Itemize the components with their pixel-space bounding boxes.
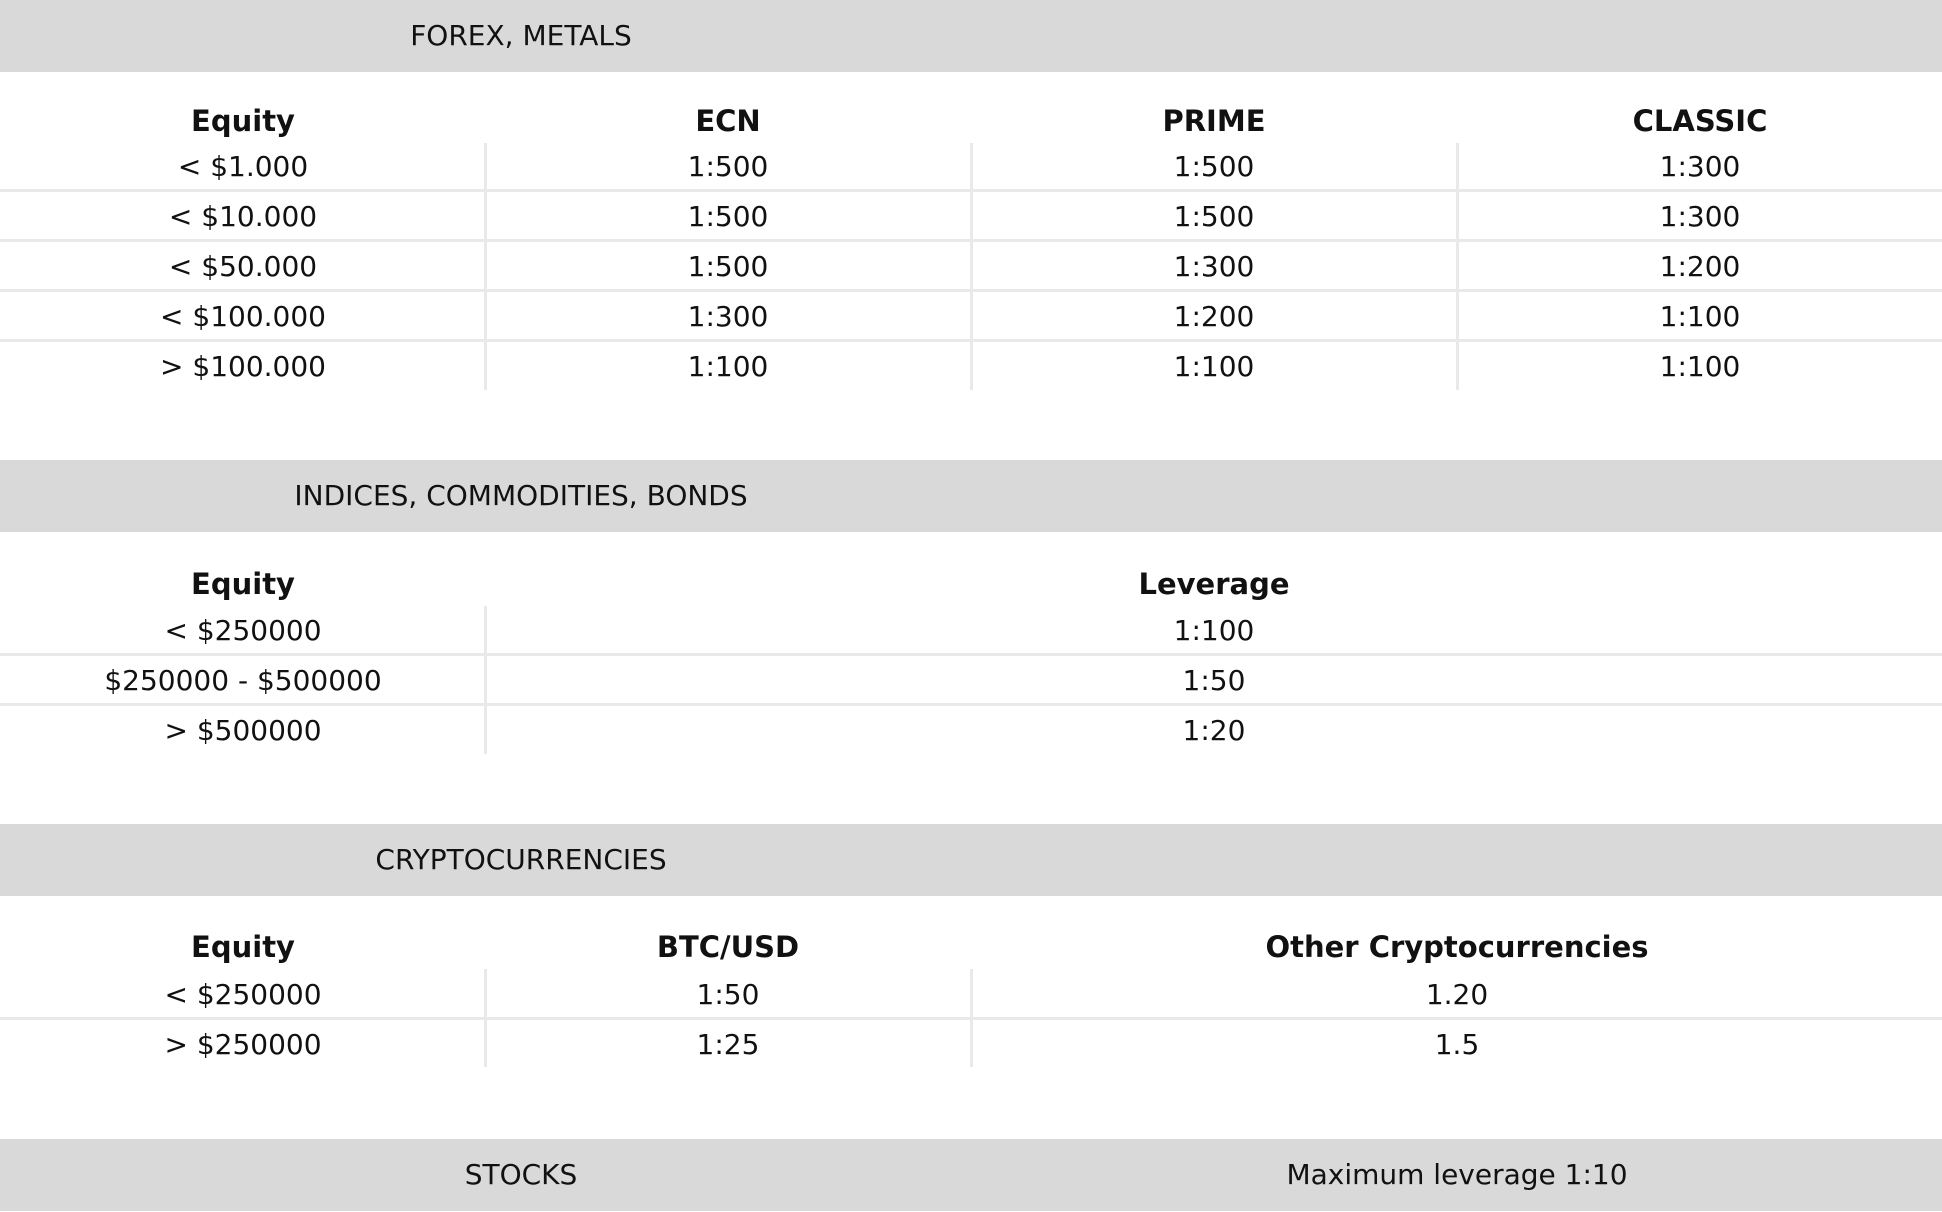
column-header-prime: PRIME: [1162, 104, 1266, 138]
section-header-stocks: [0, 1139, 1942, 1211]
equity-cell: $250000 - $500000: [104, 664, 382, 697]
prime-cell: 1:200: [1173, 300, 1255, 333]
classic-cell: 1:100: [1659, 300, 1741, 333]
column-header-equity: Equity: [191, 104, 295, 138]
column-divider: [1456, 143, 1459, 390]
ecn-cell: 1:100: [687, 350, 769, 383]
column-header-classic: CLASSIC: [1632, 104, 1768, 138]
section-title: STOCKS: [464, 1158, 578, 1191]
prime-cell: 1:500: [1173, 150, 1255, 183]
equity-cell: < $250000: [164, 614, 322, 647]
section-header-forex: [0, 0, 1942, 72]
equity-cell: > $100.000: [160, 350, 326, 383]
classic-cell: 1:200: [1659, 250, 1741, 283]
prime-cell: 1:300: [1173, 250, 1255, 283]
classic-cell: 1:100: [1659, 350, 1741, 383]
column-divider: [970, 143, 973, 390]
ecn-cell: 1:500: [687, 150, 769, 183]
section-title: INDICES, COMMODITIES, BONDS: [294, 479, 748, 512]
btc-usd-cell: 1:25: [696, 1028, 760, 1061]
leverage-cell: 1:20: [1182, 714, 1246, 747]
equity-cell: > $500000: [164, 714, 322, 747]
column-header-equity: Equity: [191, 930, 295, 964]
section-title: FOREX, METALS: [410, 19, 632, 52]
column-header-ecn: ECN: [695, 104, 761, 138]
section-header-crypto: [0, 824, 1942, 896]
column-header-btc-usd: BTC/USD: [656, 930, 800, 964]
ecn-cell: 1:300: [687, 300, 769, 333]
column-header-other-crypto: Other Cryptocurrencies: [1265, 930, 1649, 964]
prime-cell: 1:100: [1173, 350, 1255, 383]
ecn-cell: 1:500: [687, 200, 769, 233]
leverage-cell: 1:100: [1173, 614, 1255, 647]
ecn-cell: 1:500: [687, 250, 769, 283]
column-divider: [484, 606, 487, 754]
section-header-indices: [0, 460, 1942, 532]
equity-cell: < $100.000: [160, 300, 326, 333]
classic-cell: 1:300: [1659, 200, 1741, 233]
equity-cell: < $1.000: [177, 150, 309, 183]
section-title: CRYPTOCURRENCIES: [375, 843, 667, 876]
column-divider: [484, 143, 487, 390]
stocks-max-leverage: Maximum leverage 1:10: [1286, 1158, 1628, 1191]
other-crypto-cell: 1.5: [1434, 1028, 1480, 1061]
equity-cell: < $250000: [164, 978, 322, 1011]
equity-cell: < $10.000: [168, 200, 318, 233]
leverage-cell: 1:50: [1182, 664, 1246, 697]
prime-cell: 1:500: [1173, 200, 1255, 233]
other-crypto-cell: 1.20: [1425, 978, 1489, 1011]
btc-usd-cell: 1:50: [696, 978, 760, 1011]
column-header-leverage: Leverage: [1138, 567, 1290, 601]
column-header-equity: Equity: [191, 567, 295, 601]
equity-cell: > $250000: [164, 1028, 322, 1061]
equity-cell: < $50.000: [168, 250, 318, 283]
classic-cell: 1:300: [1659, 150, 1741, 183]
